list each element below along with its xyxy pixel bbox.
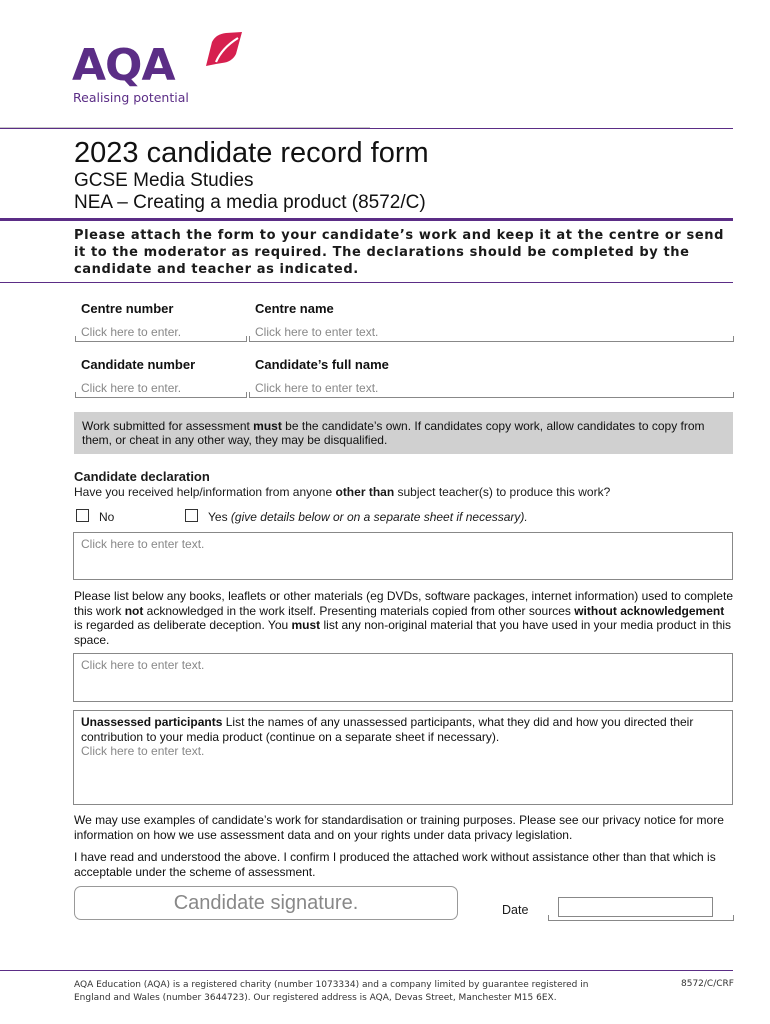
no-checkbox[interactable] xyxy=(76,509,89,522)
intro-divider xyxy=(0,282,733,283)
header-divider xyxy=(0,128,733,129)
candidate-number-label: Candidate number xyxy=(81,357,196,372)
logo-wordmark: AQA xyxy=(72,40,175,91)
date-tick-right xyxy=(733,915,734,921)
date-label: Date xyxy=(502,903,529,917)
confirmation-statement: I have read and understood the above. I confirm I produced the attached work without assistance other than that which is acceptable under the scheme of assessment. xyxy=(74,850,716,879)
no-label: No xyxy=(99,510,115,524)
candidate-declaration-heading: Candidate declaration xyxy=(74,469,210,484)
help-question: Have you received help/information from anyone other than subject teacher(s) to produce this work? xyxy=(74,485,611,499)
date-field[interactable] xyxy=(558,897,713,917)
unassessed-placeholder: Click here to enter text. xyxy=(81,744,205,758)
intro-instructions: Please attach the form to your candidate’s work and keep it at the centre or send it to the moderator as required. The declarations should be completed by the candidate and teacher as indicated. xyxy=(74,228,725,277)
footer-divider xyxy=(0,970,733,971)
materials-field[interactable]: Click here to enter text. xyxy=(73,653,733,702)
subject-subtitle: GCSE Media Studies xyxy=(74,170,254,191)
title-divider xyxy=(0,218,733,221)
centre-number-field[interactable]: Click here to enter. xyxy=(75,324,247,342)
unassessed-instructions: List the names of any unassessed participants, what they did and how you directed their contribution to your media product (continue on a separate sheet if necessary). xyxy=(81,715,694,744)
unassessed-participants-box[interactable] xyxy=(73,710,733,805)
footer-legal-text: AQA Education (AQA) is a registered charity (number 1073334) and a company limited by guarantee registered in England and Wales (number 3644723). Our registered address is AQA, Devas Street, Manchester M15 6EX. xyxy=(74,980,589,1003)
form-code: 8572/C/CRF xyxy=(681,979,734,989)
logo-swoosh-icon xyxy=(202,32,242,68)
candidate-number-field[interactable]: Click here to enter. xyxy=(75,380,247,398)
date-underline xyxy=(548,920,734,921)
materials-instructions: Please list below any books, leaflets or other materials (eg DVDs, software packages, internet information) used to complete this work not acknowledged in the work itself. Presenting materials copied from other sources without acknowledgement is regarded as deliberate deception. You must list any non-original material that you have used in your media product in this space. xyxy=(74,589,733,647)
aqa-logo xyxy=(72,32,244,112)
component-subtitle: NEA – Creating a media product (8572/C) xyxy=(74,192,426,213)
help-details-field[interactable]: Click here to enter text. xyxy=(73,532,733,580)
candidate-name-field[interactable]: Click here to enter text. xyxy=(249,380,734,398)
centre-name-field[interactable]: Click here to enter text. xyxy=(249,324,734,342)
yes-checkbox[interactable] xyxy=(185,509,198,522)
page-title: 2023 candidate record form xyxy=(74,137,429,169)
logo-tagline: Realising potential xyxy=(73,90,189,105)
candidate-signature-field[interactable]: Candidate signature. xyxy=(74,886,458,920)
yes-label: Yes (give details below or on a separate sheet if necessary). xyxy=(208,510,528,524)
privacy-notice: We may use examples of candidate’s work for standardisation or training purposes. Please see our privacy notice for more information on how we use assessment data and on your rights under data privacy legislation. xyxy=(74,813,724,842)
authenticity-notice: Work submitted for assessment must be the candidate’s own. If candidates copy work, allow candidates to copy from them, or cheat in any other way, they may be disqualified. xyxy=(74,412,733,454)
centre-number-label: Centre number xyxy=(81,301,174,316)
date-tick-left xyxy=(548,915,549,921)
unassessed-heading: Unassessed participants xyxy=(81,715,223,729)
candidate-name-label: Candidate’s full name xyxy=(255,357,389,372)
centre-name-label: Centre name xyxy=(255,301,334,316)
